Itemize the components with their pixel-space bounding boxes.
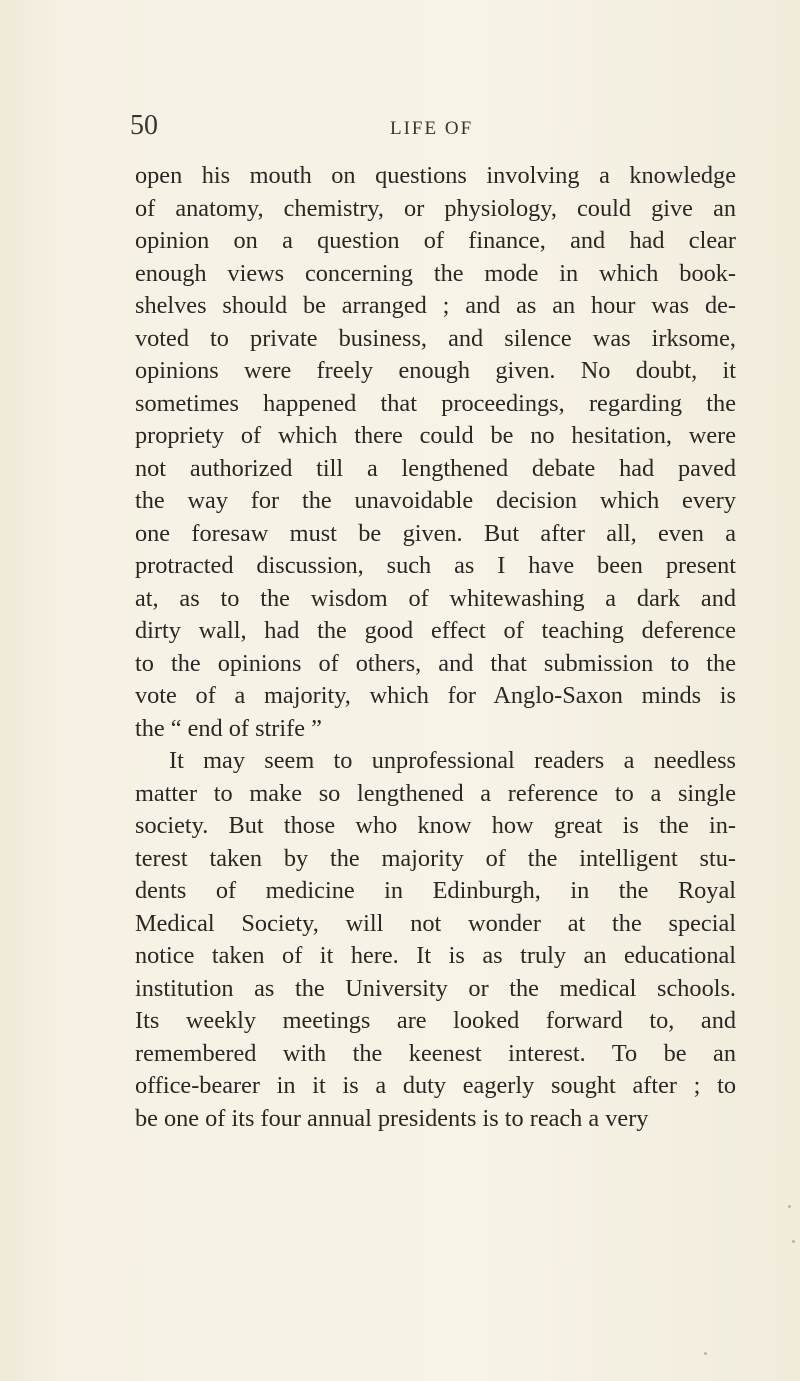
text-line: Its weekly meetings are looked forward to, and — [135, 1007, 736, 1034]
text-line: opinion on a question of finance, and had clear — [135, 227, 736, 254]
text-line: dirty wall, had the good effect of teaching deference — [135, 617, 736, 644]
text-line: shelves should be arranged ; and as an hour was de- — [135, 292, 736, 319]
text-line: remembered with the keenest interest. To be an — [135, 1039, 736, 1067]
text-line: not authorized till a lengthened debate had paved — [135, 454, 736, 482]
page-number: 50 — [130, 110, 158, 141]
text-line: the way for the unavoidable decision which every — [135, 487, 736, 514]
text-line: institution as the University or the medical schools. — [135, 974, 736, 1002]
text-line: at, as to the wisdom of whitewashing a dark and — [135, 584, 736, 612]
text-line: propriety of which there could be no hesitation, were — [135, 422, 736, 449]
text-line: society. But those who know how great is the in- — [135, 812, 736, 839]
text-line: enough views concerning the mode in which book- — [135, 259, 736, 287]
text-line: voted to private business, and silence was irksome, — [135, 324, 736, 352]
text-line: sometimes happened that proceedings, regarding the — [135, 389, 736, 417]
body-text — [135, 160, 736, 1135]
paper-speck — [792, 1240, 795, 1243]
text-line: Medical Society, will not wonder at the special — [135, 909, 736, 937]
text-line: to the opinions of others, and that submission to the — [135, 649, 736, 677]
text-line: open his mouth on questions involving a knowledge — [135, 162, 736, 189]
text-line: matter to make so lengthened a reference to a single — [135, 779, 736, 807]
running-head — [130, 110, 740, 150]
text-line: opinions were freely enough given. No doubt, it — [135, 357, 736, 384]
text-line: vote of a majority, which for Anglo-Saxon minds is — [135, 682, 736, 709]
paper-speck — [788, 1205, 791, 1208]
text-line: protracted discussion, such as I have been present — [135, 552, 736, 579]
text-line: dents of medicine in Edinburgh, in the Royal — [135, 877, 736, 904]
text-line: office-bearer in it is a duty eagerly sought after ; to — [135, 1072, 736, 1099]
text-line: be one of its four annual presidents is to reach a very — [135, 1104, 649, 1132]
text-line: It may seem to unprofessional readers a needless — [169, 747, 736, 774]
text-line: of anatomy, chemistry, or physiology, could give an — [135, 194, 736, 222]
text-line: terest taken by the majority of the intelligent stu- — [135, 844, 736, 872]
text-line: notice taken of it here. It is as truly an educational — [135, 942, 736, 969]
running-title: LIFE OF — [390, 118, 474, 139]
text-line: one foresaw must be given. But after all, even a — [135, 519, 736, 547]
text-line: the “ end of strife ” — [135, 714, 322, 742]
paper-speck — [704, 1352, 707, 1355]
